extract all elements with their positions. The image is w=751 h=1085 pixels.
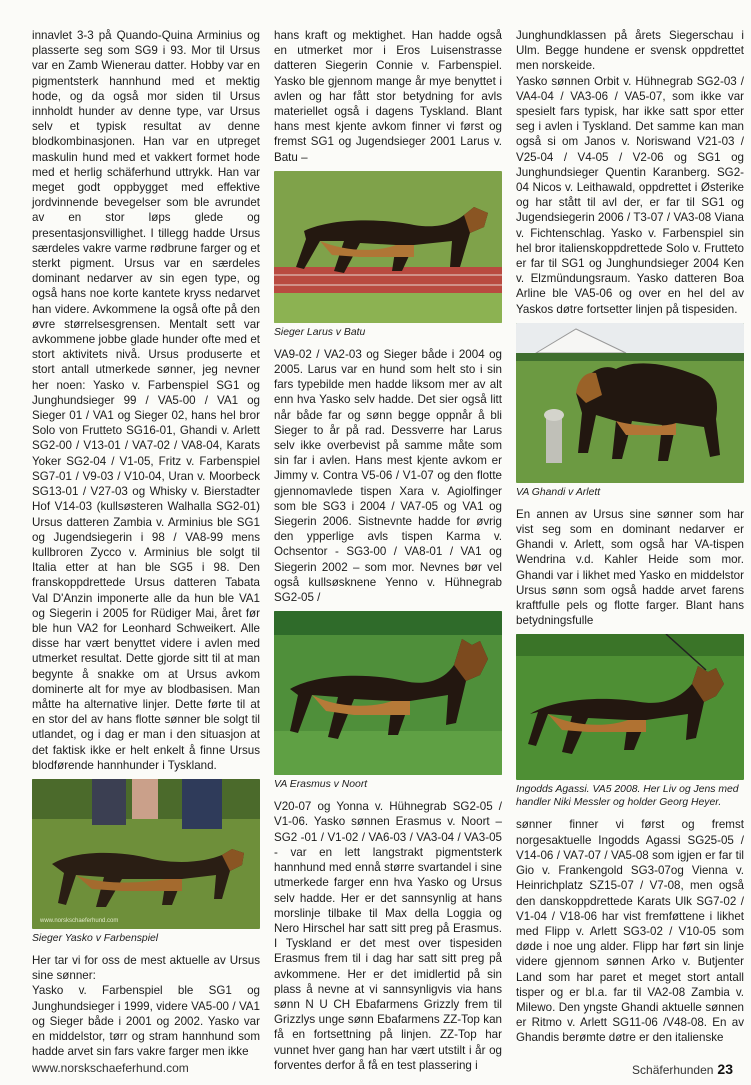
article-text: innavlet 3-3 på Quando-Quina Arminius og plasserte seg som SG9 i 93. Mor til Ursus var en Zamb Wienerau datter. Hobby var en pigmentsterk hannhund med et mektig hode, og da også mor siden til Ursus innholdt hunder av denne type, var Ursus selv et typisk resultat av denne blodkombinasjonen. Han var en utpreget maskulin hund med et vakkert formet hode med et herlig schäferhund uttrykk. Han var meget godt oppbygget med effektive jordvinnende bevegelser som ble avrundet av en stor løps glede og presentasjonsvillighet. I tillegg hadde Ursus særdeles vakre varme rødbrune farger og et sterkt pigment. Ursus var en særdeles dominant nedarver av sin egen type, og også hans noe korte kantete kryss nedarvet han videre. Avkommene la også ofte på den øvre størrelsesgrensen. Mentalt sett var avkommene jobbe glade hunder ofte med et stort aktivitets nivå. Ursus produserte et stort antall utmerkede sønner, jeg nevner her noen: Yasko v. Farbenspiel SG1 og Junghundsieger 99 / VA5-00 / VA1 og Sieger 01 / VA1 og Sieger 02, hans hel bror Solo von Frutteto SG16-01, Ghandi v. Arlett SG2-00 / V13-01 / VA7-02 / VA8-04, Karats Yoker SG2-04 / V1-05, Fritz v. Farbenspiel SG7-01 / V9-03 / V10-04, Uran v. Moorbeck SG13-01 / V27-03 og Whisky v. Bierstadter Hof V14-03 (kullsøsteren Walhalla SG2-01) Ursus datteren Zambia v. Arminius ble SG1 og Jugendsiegerin i 98 / VA8-99 mens kullbroren Zycco v. Arminius ble solgt til Italia etter at han ble SG5 i 98. Den franskoppdrettede Ursus datteren Tabata Val D'Anzin imponerte alle da hun ble VA1 og Siegerin i 2005 for Rüdiger Mai, året før ble hun VA2 for Leonhard Schweikert. Alle disse har vært benyttet videre i avlen med utmerket resultat. Dette gjorde sitt til at man begynte å snakke om at Ursus avkom dominerte alt for mye av blodbasisen. Man måtte ha alternative linjer. Dette førte til at en stor del av hans flotte sønner ble solgt til utlandet, og i dag er man i den situasjon at det faktisk ikke er helt enkelt å finne Ursus blodførende hannhunder i Tyskland. bbox=[32, 29, 260, 772]
photo-ghandi bbox=[516, 323, 744, 483]
article-text: Her tar vi for oss de mest aktuelle av Ursus sine sønner: bbox=[32, 953, 260, 983]
article-text: hans kraft og mektighet. Han hadde også en utmerket mor i Eros Luisenstrasse datteren Siegerin Connie v. Farbenspiel. Yasko ble gjennom mange år mye benyttet i avlen og har fått stor betydning for avls materiellet også i dagens Tyskland. Blant hans mest kjente avkom finner vi først og fremst SG1 og Jugendsieger 2001 Larus v. Batu – bbox=[274, 29, 502, 164]
photo-yasko bbox=[32, 779, 260, 929]
article-text: VA9-02 / VA2-03 og Sieger både i 2004 og 2005. Larus var en hund som helt sto i sin fars typebilde men hadde liksom mer av alt enn hva Yasko selv hadde. Det sier også litt når både far og sønn begge oppnår å bli Sieger to år på rad. Dessverre har Larus selv ikke overbevist på samme måte som sin far i avlen. Hans mest kjente avkom er Jimmy v. Contra V5-06 / V1-07 og den flotte gjennomavlede tispen Xara v. Agiolfinger som ble SG3 i 2004 / VA7-05 og VA1 og Siegerin 2006. Sistnevnte hadde for øvrig den ypperlige avls tispen Karma v. Ochsentor - SG3-00 / VA8-01 / VA1 og Siegerin 2002 – som mor. Nevnes bør vel også kullsøsknene Yenno v. Hühnegrab SG2-05 / bbox=[274, 347, 502, 605]
article-text: sønner finner vi først og fremst norgesaktuelle Ingodds Agassi SG25-05 / V14-06 / VA7-07 / VA5-08 som igjen er far til Gio v. Frankengold SG3-07og Vienna v. Heinrichplatz SZ15-07 / V7-08, men også den danskoppdrettede Karats Ulk SG7-02 / V1-04 / V18-06 har vist fremføttene i likhet med Flipp v. Arlett SG3-02 / V10-05 som døde i noe ung alder. Flipp har ført sin linje videre gjennom sønnen Arko v. Butjenter Land som har paret et meget stort antall tisper og er bl.a. far til VA2-08 Zambia v. Milewo. Den yngste Ghandi aktuelle sønnen er Ritmo v. Arlett SG11-06 /V48-08. En av Ghandis berømte døtre er den italienske bbox=[516, 818, 744, 1045]
caption-ghandi: VA Ghandi v Arlett bbox=[516, 486, 601, 498]
page-number: 23 bbox=[717, 1061, 733, 1077]
article-text: En annen av Ursus sine sønner som har vist seg som en dominant nedarver er Ghandi v. Arlett, som også har VA-tispen Wendrina v.d. Kahler Heide som mor. Ghandi var i likhet med Yasko en middelstor Ursus sønn som også hadde arvet farens kraftfulle pels og flotte farger. Blant hans betydningsfulle bbox=[516, 507, 744, 628]
caption-erasmus: VA Erasmus v Noort bbox=[274, 779, 368, 791]
footer-magazine-page bbox=[632, 1061, 733, 1077]
article-text: Yasko v. Farbenspiel ble SG1 og Junghundsieger i 1999, videre VA5-00 / VA1 og Sieger både i 2001 og 2002. Yasko var en middelstor, tørr og stram hannhund som hadde arvet sin fars vakre farger men ikke bbox=[32, 984, 260, 1059]
column-3 bbox=[516, 28, 744, 1046]
caption-yasko: Sieger Yasko v Farbenspiel bbox=[32, 932, 159, 944]
photo-erasmus bbox=[274, 611, 502, 775]
caption-agassi: Ingodds Agassi. VA5 2008. Her Liv og Jens med handler Niki Messler og holder Georg Heyer. bbox=[516, 784, 739, 809]
article-text: V20-07 og Yonna v. Hühnegrab SG2-05 / V1-06. Yasko sønnen Erasmus v. Noort – SG2 -01 / V1-02 / VA6-03 / VA3-04 / VA3-05 - var en lett langstrakt pigmentsterk hannhund med ennå større svartandel i sine utmerkede farger enn hva Yasko og Ursus selv hadde. Her er det sannsynlig at hans morslinje tilbake til Max della Loggia og Nero Hirschel har satt sitt preg på Erasmus. I Tyskland er det mest over tispesiden Erasmus frem til i dag har satt sitt preg på avkommene. Her er det imidlertid på sin plass å nevne at vi sannsynligvis via hans sønn N U CH Ebafarmens Grizzly frem til Grizzlys unge sønn Ebafarmens ZZ-Top kan få en fortsettning på linjen. ZZ-Top har vunnet hver gang han har vært utstilt i år og forventes derfor å få en test plassering i bbox=[274, 800, 502, 1072]
photo-agassi bbox=[516, 634, 744, 780]
caption-larus: Sieger Larus v Batu bbox=[274, 326, 366, 338]
column-1 bbox=[32, 28, 260, 1059]
svg-text:www.norskschaeferhund.com: www.norskschaeferhund.com bbox=[40, 917, 119, 924]
article-text: Junghundklassen på årets Siegerschau i Ulm. Begge hundene er svensk oppdrettet men norskeide. bbox=[516, 29, 744, 73]
footer-magazine-name: Schäferhunden bbox=[632, 1063, 714, 1077]
photo-larus bbox=[274, 171, 502, 323]
article-text: Yasko sønnen Orbit v. Hühnegrab SG2-03 / VA4-04 / VA3-06 / VA5-07, som ikke var spesielt fars typisk, har ikke satt spor etter seg i avlen i Tyskland. Det samme kan man også si om Janos v. Noriswand V21-03 / V25-04 / V4-05 / V2-06 og SG1 og Junghundsieger Quentin Karanberg. SG2-04 Nicos v. Leithawald, oppdrettet i Østerike og har stått til avl der, er far til SG1 og Jugendsiegerin 2006 / T3-07 / VA3-08 Viana v. Fichtenschlag. Yasko v. Farbenspiel sin hel bror italienskoppdrettede Solo v. Frutteto er far til SG1 og Junghundsieger 2004 Ken v. Elzmündungsraum. Yasko datteren Boa Arline ble VA5-06 og over en hel del av Yaskos døtre fortsetter linjen på tispesiden. bbox=[516, 74, 744, 316]
footer-website: www.norskschaeferhund.com bbox=[32, 1061, 189, 1075]
column-2 bbox=[274, 28, 502, 1073]
